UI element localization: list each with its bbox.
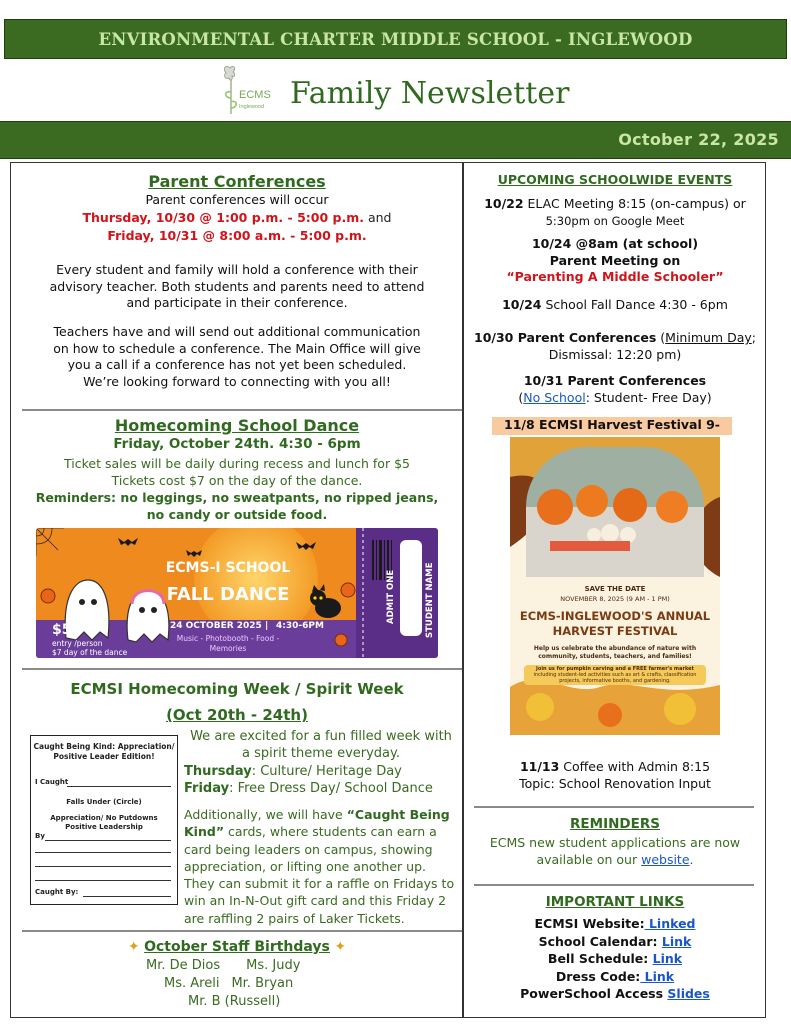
date-banner: [0, 121, 791, 159]
spirit-friday: Friday: Free Dress Day/ School Dance: [184, 781, 433, 796]
school-calendar-link[interactable]: Link: [661, 933, 692, 949]
event-coffee-admin: 11/13 Coffee with Admin 8:15 Topic: School Renovation Input: [519, 759, 711, 791]
ticket-features-1: Music - Photobooth - Food -: [176, 634, 280, 643]
party-popper-icon: ✦: [334, 939, 347, 955]
birthdays-row-3: Mr. B (Russell): [188, 994, 281, 1009]
spirit-intro: We are excited for a fun filled week with a spirit theme everyday.: [190, 729, 452, 761]
caught-being-kind-card: [30, 735, 178, 905]
ticket-art: [36, 528, 438, 658]
ticket-price-sub-1: entry /person: [52, 639, 103, 648]
card-falls-under: Falls Under (Circle): [66, 798, 142, 806]
ticket-line-2: FALL DANCE: [166, 584, 290, 605]
harvest-festival-poster: [510, 437, 720, 735]
card-title: Caught Being Kind: Appreciation/ Positive Leader Edition!: [33, 742, 175, 761]
bell-schedule-link[interactable]: Link: [652, 951, 683, 966]
spirit-caught-being-kind: Additionally, we will have “Caught Being Kind” cards, where students can earn a card being leaders on campus, showing appreciation, or lifting one another up. They can submit it for a raffle on Fridays to win an In-N-Out gift card and this Friday 2 are raffling 2 pairs of Laker Tickets.: [184, 807, 455, 926]
ticket-line-1: ECMS-I SCHOOL: [165, 560, 291, 576]
section-divider: [22, 409, 462, 411]
harvest-festival-label: 11/8 ECMSI Harvest Festival 9-: [492, 417, 732, 435]
poster-info-box: Join us for pumpkin carving and a FREE farmer's market including student-led activities such as art & crafts, classification projects, informative booths, and gardening.: [533, 666, 697, 685]
ticket-price: $5: [52, 622, 72, 638]
newsletter-date: October 22, 2025: [618, 130, 779, 149]
link-row-dress-code: Dress Code: Link: [555, 968, 675, 984]
svg-text:Inglewood: Inglewood: [239, 104, 265, 110]
conferences-date-1: Thursday, 10/30 @ 1:00 p.m. - 5:00 p.m. and: [82, 210, 392, 225]
ticket-time: 4:30-6PM: [276, 621, 324, 631]
section-divider: [474, 806, 754, 808]
poster-title: ECMS-INGLEWOOD'S ANNUAL HARVEST FESTIVAL: [519, 609, 711, 638]
conferences-para2: Teachers have and will send out additional communication on how to schedule a conference. The Main Office will give you a call if a conference has not yet been scheduled. We’re looking forward to connecting with you all!: [53, 324, 421, 389]
poster-when: NOVEMBER 8, 2025 (9 AM - 1 PM): [560, 595, 670, 603]
masthead: [220, 62, 620, 118]
event-conferences-1030: 10/30 Parent Conferences (Minimum Day; Dismissal: 12:20 pm): [474, 330, 756, 362]
spirit-heading-2: (Oct 20th - 24th): [166, 706, 308, 724]
birthdays-heading: ✦ October Staff Birthdays ✦: [127, 939, 347, 955]
conferences-date-2: Friday, 10/31 @ 8:00 a.m. - 5:00 p.m.: [107, 228, 367, 243]
reminders-heading: REMINDERS: [570, 816, 660, 832]
poster-subtitle: Help us celebrate the abundance of nature with community, students, teachers, and families!: [533, 645, 697, 660]
spirit-heading-1: ECMSI Homecoming Week / Spirit Week: [70, 680, 404, 698]
no-school-link[interactable]: No School: [523, 389, 586, 405]
party-popper-icon: ✦: [127, 939, 140, 955]
important-links-list: [465, 915, 765, 1003]
website-link[interactable]: website: [641, 852, 690, 867]
ecms-logo: [220, 62, 282, 118]
conferences-para1: Every student and family will hold a conference with their advisory teacher. Both students and parents need to attend and participate in their conference.: [49, 262, 425, 310]
birthdays-row-2: Ms. Areli Mr. Bryan: [164, 976, 294, 991]
ticket-student-name: STUDENT NAME: [425, 562, 435, 638]
school-name-banner: [4, 19, 787, 59]
event-parent-meeting: 10/24 @8am (at school) Parent Meeting on “Parenting A Middle Schooler”: [506, 236, 724, 284]
section-divider: [22, 668, 462, 670]
ticket-date: 24 OCTOBER 2025: [170, 621, 262, 631]
newsletter-title: Family Newsletter: [290, 76, 570, 111]
ticket-admit: ADMIT ONE: [386, 569, 396, 624]
card-options: Appreciation/ No Putdowns Positive Leadership: [50, 814, 158, 831]
reminders-text: ECMS new student applications are now available on our website.: [489, 835, 741, 867]
dance-reminders: Reminders: no leggings, no sweatpants, no ripped jeans, no candy or outside food.: [35, 490, 439, 522]
event-fall-dance: 10/24 School Fall Dance 4:30 - 6pm: [502, 297, 728, 312]
link-row-calendar: School Calendar: Link: [538, 933, 692, 949]
powerschool-slides-link[interactable]: Slides: [667, 986, 710, 1001]
svg-text:ECMS: ECMS: [239, 89, 271, 101]
card-i-caught: I Caught: [35, 778, 69, 786]
link-row-bell: Bell Schedule: Link: [547, 951, 683, 966]
section-divider: [22, 930, 462, 932]
dance-tickets: Ticket sales will be daily during recess and lunch for $5 Tickets cost $7 on the day of the dance.: [64, 456, 410, 488]
dress-code-link[interactable]: Link: [640, 968, 675, 984]
spirit-thursday: Thursday: Culture/ Heritage Day: [184, 764, 402, 779]
link-row-website: ECMSI Website: Linked: [534, 916, 696, 931]
ecmsi-website-link[interactable]: Linked: [644, 916, 696, 931]
section-divider: [474, 884, 754, 886]
conferences-heading: Parent Conferences: [148, 172, 326, 191]
fall-dance-ticket: [36, 528, 438, 658]
poster-save-date: SAVE THE DATE: [584, 585, 646, 593]
card-by: By: [35, 832, 45, 840]
dance-heading: Homecoming School Dance: [114, 416, 360, 435]
dance-when: Friday, October 24th. 4:30 - 6pm: [113, 436, 361, 452]
event-elac: 10/22 ELAC Meeting 8:15 (on-campus) or 5:30pm on Google Meet: [484, 196, 746, 228]
school-name: ENVIRONMENTAL CHARTER MIDDLE SCHOOL - INGLEWOOD: [98, 29, 693, 49]
ticket-separator: |: [265, 621, 269, 631]
event-conferences-1031: 10/31 Parent Conferences (No School: Student- Free Day): [518, 373, 712, 405]
ticket-price-sub-2: $7 day of the dance: [52, 648, 128, 657]
conferences-intro: Parent conferences will occur: [145, 192, 329, 207]
birthdays-row-1: Mr. De Dios Ms. Judy: [146, 958, 301, 973]
links-heading: IMPORTANT LINKS: [545, 894, 685, 910]
events-heading: UPCOMING SCHOOLWIDE EVENTS: [497, 172, 733, 187]
card-caught-by: Caught By:: [35, 888, 79, 896]
link-row-powerschool: PowerSchool Access Slides: [520, 986, 710, 1001]
ticket-features-2: Memories: [209, 644, 247, 653]
